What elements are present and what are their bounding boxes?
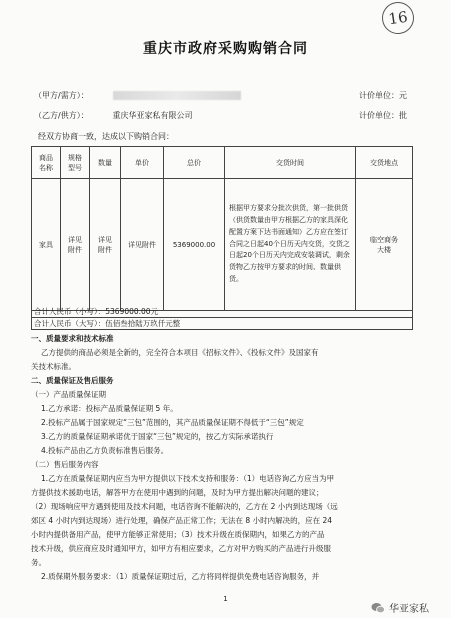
page-title: 重庆市政府采购购销合同 bbox=[143, 41, 308, 57]
cell-qty: 详见 附件 bbox=[90, 179, 121, 311]
section-line: 二、质量保证及售后服务 bbox=[31, 376, 114, 385]
section-line: 乙方提供的商品必须是全新的，完全符合本项目《招标文件》、《投标文件》及国家有 bbox=[41, 348, 319, 357]
section-line: 2.投标产品属于国家规定“三包”范围的，其产品质量保证期不得低于“三包”规定 bbox=[41, 418, 304, 427]
header-cell: 交货时间 bbox=[225, 147, 356, 179]
cell-name: 家具 bbox=[32, 179, 61, 311]
header-cell: 单价 bbox=[121, 147, 164, 179]
section-line: 3.乙方的质量保证期承诺优于国家“三包”规定的，按乙方实际承诺执行 bbox=[41, 432, 274, 441]
table-row bbox=[32, 179, 413, 311]
section-line: 务。 bbox=[31, 558, 46, 567]
header-cell: 数量 bbox=[90, 147, 121, 179]
party-b-name: 重庆华亚家私有限公司 bbox=[112, 111, 193, 120]
section-line: （二）售后服务内容 bbox=[31, 460, 99, 469]
section-line: 小时内提供备用产品，使甲方能够正常使用；（3）技术升级在质保期内，如果乙方的产品 bbox=[31, 530, 325, 539]
contract-body bbox=[31, 332, 416, 584]
cell-delivery-place: 临空商务 大楼 bbox=[356, 179, 413, 311]
header-cell: 商品 名称 bbox=[32, 147, 61, 179]
section-line: 2.质保期外服务要求：（1）质量保证期过后，乙方将同样提供免费电话咨询服务，并 bbox=[41, 572, 320, 581]
handwritten-page-mark: 16 bbox=[380, 0, 416, 36]
section-line: （2）现场响应甲方遇到使用及技术问题，电话咨询不能解决的，乙方在 2 小内到达现场（远 bbox=[31, 502, 338, 511]
cell-total: 5369000.00 bbox=[164, 179, 225, 311]
party-b-line bbox=[34, 110, 193, 121]
page-number: 1 bbox=[223, 595, 228, 603]
party-a-unit: 计价单位：元 bbox=[359, 91, 407, 100]
cell-delivery-time: 根据甲方要求分批次供货，第一批供货（供货数量由甲方根据乙方的家具深化配置方案下达书面通知）乙方应在签订合同之日起40个日历天内交货，交货之日起20个日历天内完成安装调试，剩余货物乙方按甲方要求的时间、数量供货。 bbox=[225, 179, 356, 311]
section-line: 1.乙方在质量保证期内应当为甲方提供以下技术支持和服务：（1）电话咨询乙方应当为甲 bbox=[41, 474, 335, 483]
header-cell: 总价 bbox=[164, 147, 225, 179]
section-line: 关技术标准。 bbox=[31, 362, 76, 371]
intro-line: 经双方协商一致，达成以下购销合同： bbox=[38, 132, 174, 141]
table-header-row bbox=[32, 147, 413, 179]
section-line: 1.乙方承诺：投标产品质量保证期 5 年。 bbox=[41, 404, 178, 413]
watermark-text: 华亚家私 bbox=[389, 604, 429, 615]
section-line: 一、质量要求和技术标准 bbox=[31, 334, 114, 343]
header-cell: 规格 型号 bbox=[61, 147, 90, 179]
section-line: （一）产品质量保证期 bbox=[31, 390, 106, 399]
cell-model: 详见 附件 bbox=[61, 179, 90, 311]
party-b-label: （乙方/供方）： bbox=[34, 111, 89, 120]
wechat-icon bbox=[371, 602, 385, 614]
header-cell: 交货地点 bbox=[356, 147, 413, 179]
party-b-unit: 计价单位：批 bbox=[359, 111, 407, 120]
cell-price: 详见附件 bbox=[121, 179, 164, 311]
sum-small: 合计人民币（小写）：5369000.00元 bbox=[31, 306, 413, 318]
section-line: 方提供技术援助电话，解答甲方在使用中遇到的问题，及时为甲方提出解决问题的建议； bbox=[31, 488, 324, 497]
section-line: 技术升级，供应商应及时通知甲方，如甲方有相应要求，乙方对甲方购买的产品进行升级服 bbox=[31, 544, 331, 553]
section-line: 郊区 4 小时内到达现场）进行处理，确保产品正常工作；无法在 8 小时内解决的，应在 24 bbox=[31, 516, 333, 525]
party-a-line bbox=[34, 90, 241, 101]
section-line: 4.投标产品由乙方负责标准售后服务。 bbox=[41, 446, 169, 455]
redacted-party-a-name bbox=[113, 91, 241, 100]
watermark bbox=[371, 600, 429, 615]
goods-table bbox=[31, 146, 413, 311]
party-a-label: （甲方/需方）： bbox=[34, 91, 89, 100]
sum-big: 合计人民币（大写）：伍佰叁拾陆万玖仟元整 bbox=[31, 318, 413, 330]
